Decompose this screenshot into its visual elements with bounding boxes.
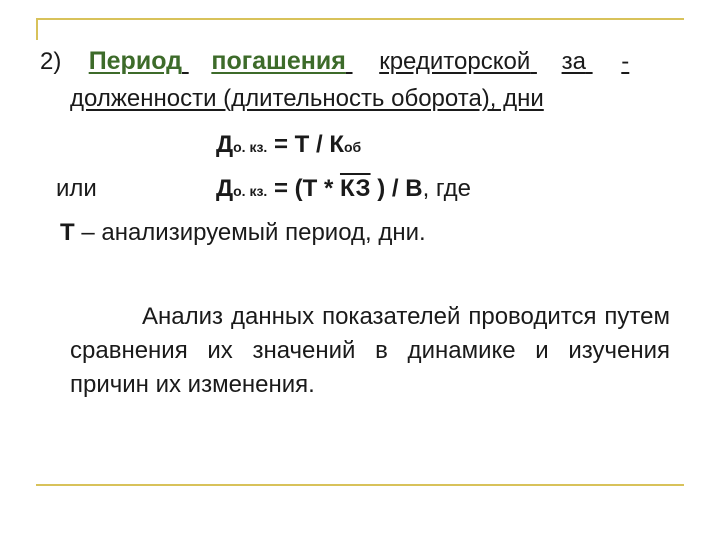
- item-line-2: [70, 84, 544, 114]
- definition-text: – анализируемый период, дни.: [74, 219, 426, 246]
- formula1-rhs: = Т / К: [273, 131, 344, 158]
- formula-2-row: [56, 174, 97, 204]
- term-word-period: Период: [88, 47, 183, 75]
- term-word-repayment: погашения: [211, 47, 346, 75]
- term-word-za: за: [561, 48, 586, 75]
- formula2-lhs: Д: [216, 175, 234, 202]
- bottom-divider: [36, 484, 684, 486]
- formula2-suffix: , где: [422, 175, 471, 202]
- formula1-rhs-subscript: об: [343, 139, 362, 155]
- formula2-kz: КЗ: [339, 175, 371, 202]
- formula1-lhs: Д: [216, 131, 234, 158]
- analysis-paragraph-text: Анализ данных показателей проводится путем сравнения их значений в динамике и изучения причин их изменения.: [70, 303, 670, 398]
- formula1-lhs-subscript: о. кз.: [233, 139, 268, 155]
- top-left-corner-rule: [36, 18, 38, 40]
- term-continuation: долженности (длительность оборота), дни: [70, 85, 544, 112]
- definition-symbol: Т: [60, 219, 75, 246]
- item-line-1: [40, 46, 629, 77]
- formula-1: [216, 130, 361, 162]
- formula2-rhs-b: ) / В: [370, 175, 423, 202]
- formula2-prefix: или: [56, 175, 97, 202]
- formula2-lhs-subscript: о. кз.: [233, 183, 268, 199]
- formula-2: [216, 174, 471, 206]
- analysis-paragraph: [70, 300, 670, 402]
- definition: [60, 218, 426, 248]
- item-number: 2): [40, 48, 62, 75]
- top-divider: [36, 18, 684, 20]
- formula2-rhs-a: = (Т *: [273, 175, 340, 202]
- hyphen: -: [621, 48, 630, 75]
- term-word-creditor: кредиторской: [379, 48, 531, 75]
